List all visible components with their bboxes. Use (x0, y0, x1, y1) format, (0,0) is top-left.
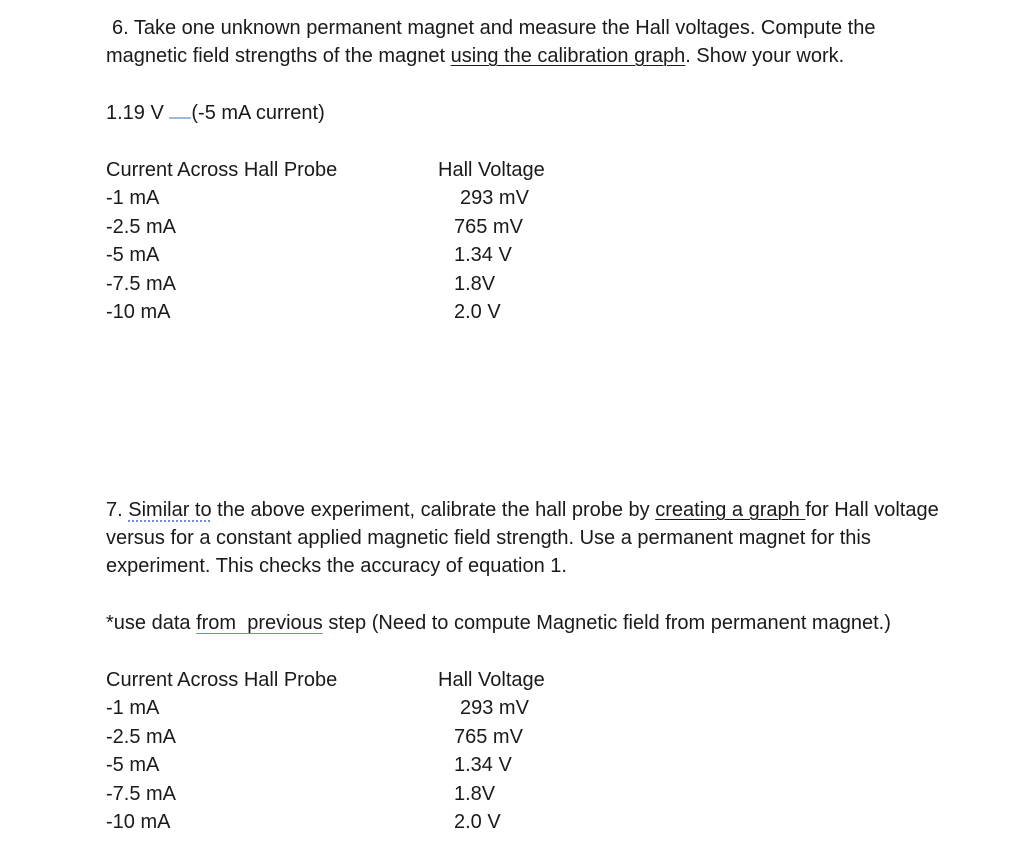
q7-line3-text: experiment. This checks the accuracy of equation 1. (106, 555, 567, 577)
cell-current: -2.5 mA (106, 215, 177, 238)
table-header (106, 666, 606, 694)
table-row (106, 213, 606, 241)
creating-graph-link[interactable]: creating a graph (655, 499, 806, 521)
cell-voltage: 1.8V (454, 272, 496, 295)
note-pre: *use data (106, 612, 197, 634)
q7-line2 (106, 524, 871, 552)
q7-number: 7. (106, 499, 129, 521)
hall-table-1 (106, 156, 606, 326)
cell-current: -10 mA (106, 810, 171, 833)
q7-line1-mid: the above experiment, calibrate the hall probe by (211, 499, 656, 521)
cell-voltage: 293 mV (460, 187, 529, 210)
q6-line2 (106, 42, 844, 70)
table-row (106, 694, 606, 722)
table-row (106, 808, 606, 836)
calibration-graph-link[interactable]: using the calibration graph (450, 45, 686, 67)
from-previous-text: from previous (196, 612, 323, 634)
answer-blank (169, 99, 191, 119)
table-row (106, 184, 606, 212)
header-voltage: Hall Voltage (438, 159, 545, 181)
cell-current: -2.5 mA (106, 725, 177, 748)
table-row (106, 241, 606, 269)
header-current: Current Across Hall Probe (106, 159, 338, 181)
q6-answer (106, 99, 325, 127)
cell-voltage: 765 mV (454, 725, 523, 748)
similar-to-text: Similar to (128, 499, 212, 521)
cell-voltage: 293 mV (460, 697, 529, 720)
cell-current: -7.5 mA (106, 272, 177, 295)
q6-line1 (112, 14, 875, 42)
table-row (106, 723, 606, 751)
note-post: step (Need to compute Magnetic field from permanent magnet.) (322, 612, 891, 634)
header-voltage: Hall Voltage (438, 669, 545, 691)
q7-note (106, 609, 891, 637)
table-header (106, 156, 606, 184)
cell-voltage: 1.8V (454, 782, 496, 805)
cell-voltage: 765 mV (454, 215, 523, 238)
answer-note: (-5 mA current) (191, 102, 325, 124)
q6-line2-pre: magnetic field strengths of the magnet (106, 45, 451, 67)
q7-line3 (106, 552, 567, 580)
cell-voltage: 2.0 V (454, 810, 501, 833)
answer-value: 1.19 V (106, 102, 164, 124)
cell-voltage: 1.34 V (454, 244, 512, 267)
cell-voltage: 2.0 V (454, 300, 501, 323)
header-current: Current Across Hall Probe (106, 669, 338, 691)
table-row (106, 270, 606, 298)
q6-line2-post: . Show your work. (685, 45, 845, 67)
table-row (106, 298, 606, 326)
cell-current: -1 mA (106, 697, 160, 720)
q6-line1-text: 6. Take one unknown permanent magnet and measure the Hall voltages. Compute the (112, 17, 876, 39)
cell-current: -1 mA (106, 187, 160, 210)
cell-current: -10 mA (106, 300, 171, 323)
cell-current: -7.5 mA (106, 782, 177, 805)
cell-current: -5 mA (106, 244, 160, 267)
q7-line1 (106, 496, 939, 524)
table-row (106, 751, 606, 779)
q7-line1-post: for Hall voltage (805, 499, 939, 521)
table-row (106, 780, 606, 808)
cell-voltage: 1.34 V (454, 754, 512, 777)
hall-table-2 (106, 666, 606, 836)
cell-current: -5 mA (106, 754, 160, 777)
q7-line2-text: versus for a constant applied magnetic field strength. Use a permanent magnet for this (106, 527, 871, 549)
